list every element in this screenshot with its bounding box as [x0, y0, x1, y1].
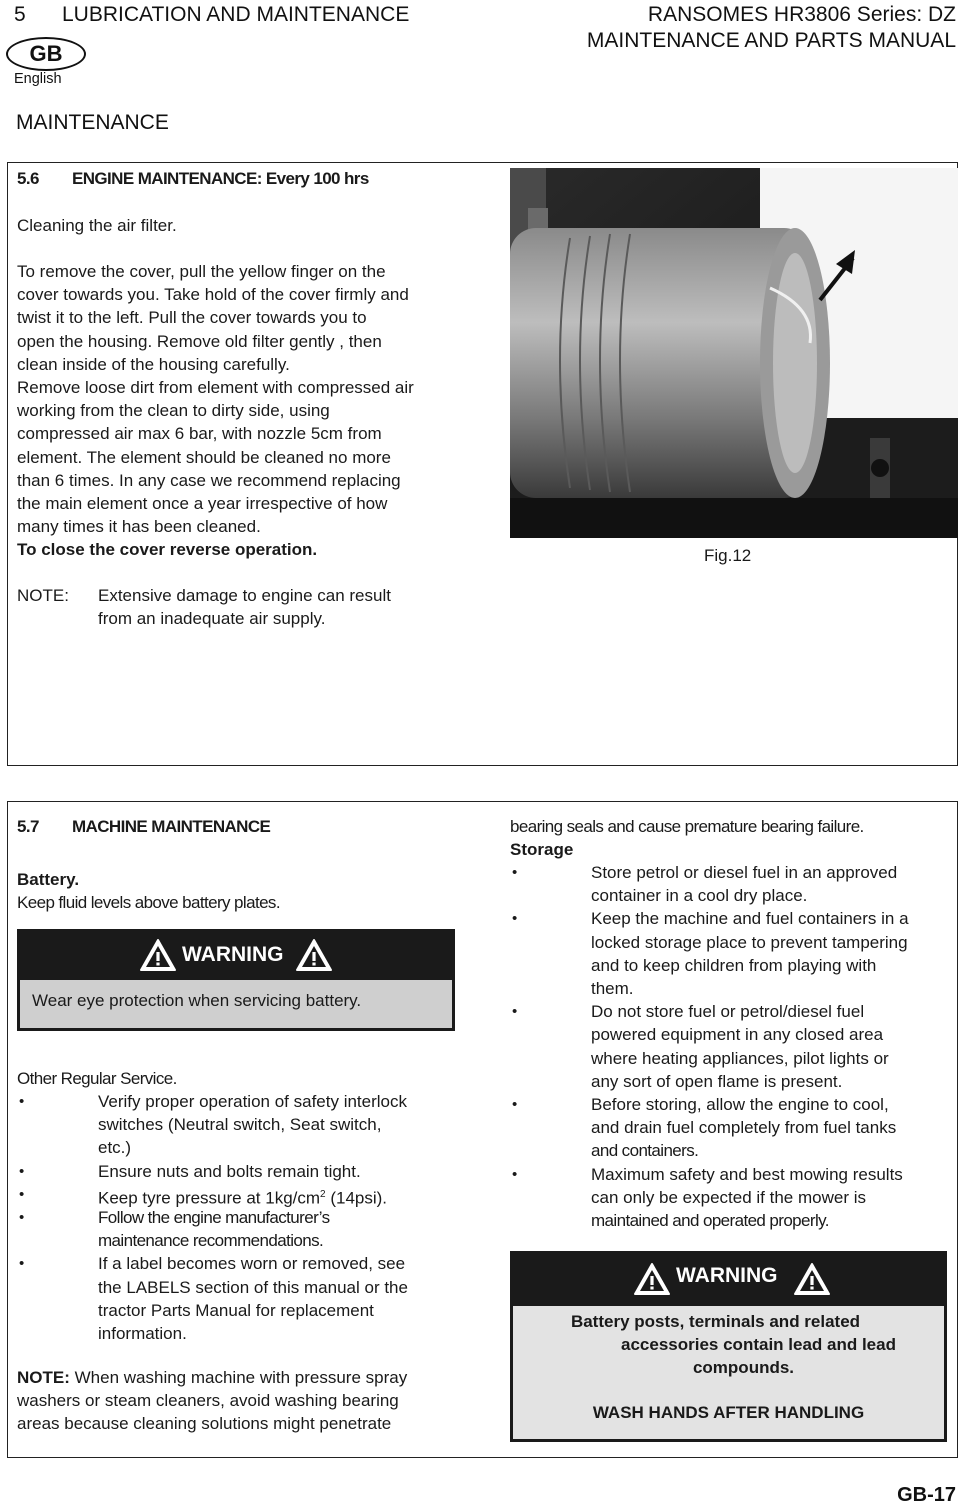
- list-item: [510, 907, 950, 1000]
- list-item-line: tractor Parts Manual for replacement: [98, 1300, 374, 1320]
- warning-line: compounds.: [692, 1358, 795, 1378]
- list-item-line: Store petrol or diesel fuel in an approved: [591, 863, 898, 882]
- battery-warning-box: [17, 929, 455, 1031]
- warning-line: Battery posts, terminals and related: [570, 1312, 861, 1331]
- list-item: [17, 1090, 477, 1160]
- section-number: 5: [14, 3, 26, 26]
- battery-heading: Battery.: [17, 870, 80, 889]
- bullet-icon: •: [512, 910, 518, 928]
- list-item-line: where heating appliances, pilot lights or: [591, 1048, 889, 1068]
- bullet-icon: •: [19, 1162, 25, 1180]
- bullet-icon: •: [512, 1165, 518, 1183]
- list-item-line: and containers.: [591, 1141, 699, 1161]
- list-item-line: Before storing, allow the engine to cool,: [591, 1094, 889, 1114]
- list-item-line: Keep tyre pressure at 1kg/cm: [98, 1188, 321, 1208]
- superscript: 2: [320, 1188, 326, 1200]
- list-item: [17, 1206, 477, 1252]
- list-item-line: etc.): [98, 1138, 132, 1158]
- instruction-line: than 6 times. In any case we recommend replacing: [17, 470, 401, 490]
- list-item-line: Keep the machine and fuel containers in a: [591, 909, 909, 929]
- bullet-icon: •: [19, 1255, 25, 1273]
- other-service-heading: Other Regular Service.: [17, 1069, 177, 1088]
- instruction-line: cover towards you. Take hold of the cover firmly and: [17, 285, 409, 305]
- list-item-line: information.: [98, 1323, 187, 1343]
- warning-title: WARNING: [676, 1264, 778, 1287]
- instruction-line: open the housing. Remove old filter gently , then: [17, 331, 382, 351]
- warning-text: [513, 1310, 944, 1380]
- page-heading: MAINTENANCE: [16, 111, 169, 134]
- note-line: When washing machine with pressure spray: [74, 1368, 408, 1387]
- page-number: GB-17: [897, 1484, 956, 1506]
- warning-footer: WASH HANDS AFTER HANDLING: [592, 1403, 865, 1422]
- list-item-line: switches (Neutral switch, Seat switch,: [98, 1115, 382, 1135]
- bullet-icon: •: [512, 864, 518, 881]
- list-item-line: (14psi).: [330, 1188, 388, 1208]
- bullet-icon: •: [19, 1093, 25, 1110]
- list-item: [510, 1093, 950, 1163]
- list-item-line: them.: [591, 979, 634, 998]
- instruction-line: twist it to the left. Pull the cover towards you to: [17, 308, 367, 328]
- instruction-line: clean inside of the housing carefully.: [17, 354, 290, 374]
- list-item-line: the LABELS section of this manual or the: [98, 1277, 408, 1297]
- storage-list: [510, 861, 950, 1232]
- note-line: Extensive damage to engine can result: [98, 586, 391, 605]
- warning-header: [20, 932, 452, 980]
- list-item: [17, 1252, 477, 1345]
- instruction-line: working from the clean to dirty side, using: [17, 401, 330, 421]
- warning-triangle-icon: [295, 938, 333, 972]
- list-item-line: Follow the engine manufacturer’s: [98, 1207, 330, 1227]
- language-label: English: [14, 71, 62, 87]
- list-item-line: Ensure nuts and bolts remain tight.: [98, 1161, 361, 1181]
- section-5-6-title: ENGINE MAINTENANCE: Every 100 hrs: [72, 169, 369, 188]
- list-item: [510, 1000, 950, 1093]
- air-filter-instructions: [17, 260, 497, 562]
- list-item-line: can only be expected if the mower is: [591, 1187, 866, 1207]
- list-item-line: Maximum safety and best mowing results: [591, 1164, 903, 1184]
- note-line: washers or steam cleaners, avoid washing bearing: [17, 1391, 399, 1411]
- warning-triangle-icon: [633, 1262, 671, 1296]
- figure-caption: Fig.12: [704, 546, 752, 565]
- bullet-icon: •: [19, 1208, 25, 1226]
- note-line-continued: bearing seals and cause premature bearing failure.: [510, 817, 864, 836]
- note-line: from an inadequate air supply.: [98, 609, 326, 629]
- bullet-icon: •: [512, 1095, 518, 1113]
- note-label: NOTE:: [17, 586, 69, 605]
- list-item-line: and to keep children from playing with: [591, 955, 877, 975]
- language-badge: GB: [6, 37, 86, 71]
- list-item-line: Verify proper operation of safety interlock: [98, 1092, 407, 1111]
- lead-warning-box: [510, 1251, 947, 1442]
- bullet-icon: •: [19, 1185, 25, 1203]
- instruction-line: many times it has been cleaned.: [17, 517, 261, 537]
- list-item-line: locked storage place to prevent tampering: [591, 932, 908, 952]
- note-label: NOTE:: [17, 1368, 70, 1387]
- list-item-line: maintenance recommendations.: [98, 1231, 324, 1251]
- list-item-line: If a label becomes worn or removed, see: [98, 1254, 406, 1274]
- list-item-line: and drain fuel completely from fuel tanks: [591, 1118, 897, 1138]
- washing-note: [17, 1366, 487, 1436]
- storage-heading: Storage: [510, 840, 574, 859]
- bullet-icon: •: [512, 1003, 518, 1021]
- warning-line: accessories contain lead and lead: [621, 1335, 896, 1355]
- manual-title-line2: MAINTENANCE AND PARTS MANUAL: [586, 29, 956, 52]
- instruction-line: To remove the cover, pull the yellow finger on the: [17, 262, 386, 281]
- engine-note: [98, 584, 391, 630]
- list-item-line: any sort of open flame is present.: [591, 1071, 843, 1091]
- air-filter-intro: Cleaning the air filter.: [17, 216, 177, 235]
- list-item-line: powered equipment in any closed area: [591, 1025, 884, 1045]
- warning-header: [513, 1254, 944, 1306]
- closing-instruction: To close the cover reverse operation.: [17, 540, 318, 560]
- instruction-line: the main element once a year irrespective of how: [17, 494, 388, 514]
- warning-triangle-icon: [793, 1262, 831, 1296]
- air-filter-photo: [510, 168, 958, 538]
- instruction-line: Remove loose dirt from element with compressed air: [17, 378, 414, 398]
- list-item: [510, 861, 950, 907]
- note-line: areas because cleaning solutions might penetrate: [17, 1414, 392, 1434]
- section-title: LUBRICATION AND MAINTENANCE: [62, 3, 410, 26]
- manual-title-line1: RANSOMES HR3806 Series: DZ: [647, 3, 956, 26]
- section-5-7-title: MACHINE MAINTENANCE: [72, 817, 271, 836]
- list-item-line: container in a cool dry place.: [591, 886, 808, 906]
- battery-text: Keep fluid levels above battery plates.: [17, 893, 280, 912]
- list-item: [17, 1183, 477, 1206]
- instruction-line: element. The element should be cleaned no more: [17, 447, 391, 467]
- list-item: [17, 1160, 477, 1183]
- section-5-7-number: 5.7: [17, 817, 39, 836]
- list-item: [510, 1163, 950, 1233]
- section-5-6-number: 5.6: [17, 169, 39, 188]
- warning-title: WARNING: [182, 943, 284, 966]
- warning-triangle-icon: [139, 938, 177, 972]
- instruction-line: compressed air max 6 bar, with nozzle 5cm from: [17, 424, 382, 444]
- warning-text: Wear eye protection when servicing battery.: [32, 991, 362, 1010]
- air-filter-illustration: [510, 168, 958, 538]
- service-list: [17, 1090, 477, 1345]
- list-item-line: Do not store fuel or petrol/diesel fuel: [591, 1002, 865, 1022]
- list-item-line: maintained and operated properly.: [591, 1210, 829, 1230]
